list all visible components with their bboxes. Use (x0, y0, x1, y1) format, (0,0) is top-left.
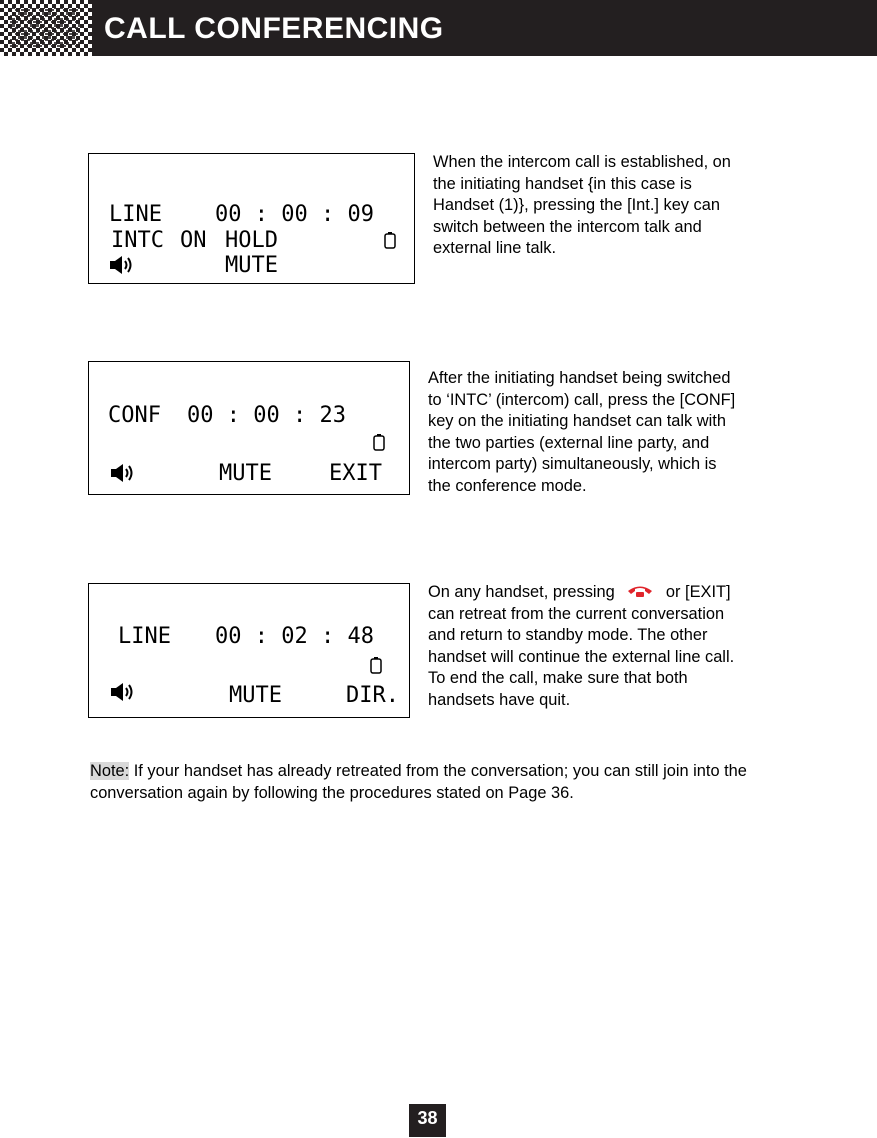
lcd-exit-softkey: EXIT (329, 461, 382, 486)
description-line: When the intercom call is established, on (433, 153, 731, 171)
description-line: the conference mode. (428, 476, 587, 495)
description-line: can retreat from the current conversation (428, 604, 725, 623)
description-conference (428, 368, 735, 497)
description-intercom (433, 152, 731, 260)
lcd-mute-softkey: MUTE (229, 683, 282, 708)
description-line: external line talk. (433, 239, 556, 257)
note-paragraph (90, 760, 790, 804)
description-text: On any handset, pressing (428, 583, 615, 601)
description-line: and return to standby mode. The other (428, 626, 708, 644)
lcd-hold-softkey: HOLD (225, 228, 278, 253)
page-header (0, 0, 877, 56)
lcd-line-label: LINE (109, 202, 162, 227)
description-line: switch between the intercom talk and (433, 217, 702, 236)
speaker-icon (108, 254, 136, 276)
lcd-timer: 00 : 00 : 09 (215, 202, 374, 227)
lcd-screen-line (88, 583, 410, 718)
logo-pattern-icon (0, 0, 92, 56)
lcd-intc-label: INTC (111, 228, 164, 253)
battery-icon (383, 231, 397, 249)
lcd-mute-softkey: MUTE (225, 253, 278, 278)
description-line: handsets have quit. (428, 690, 571, 709)
description-line: the two parties (external line party, and (428, 433, 710, 452)
page-number: 38 (409, 1104, 446, 1137)
note-text: If your handset has already retreated from the conversation; you can still join into the conversation again by following the procedures stated on Page 36. (90, 762, 747, 802)
page-title: CALL CONFERENCING (104, 12, 444, 45)
lcd-line-label: LINE (118, 624, 171, 649)
speaker-icon (109, 681, 137, 703)
lcd-screen-intercom (88, 153, 415, 284)
lcd-screen-conference (88, 361, 410, 495)
end-call-icon (625, 583, 655, 599)
description-line: to ‘INTC’ (intercom) call, press the [CONF] (428, 390, 736, 409)
description-first-line (428, 582, 734, 604)
battery-icon (372, 433, 386, 451)
speaker-icon (109, 462, 137, 484)
description-line: handset will continue the external line call. (428, 647, 735, 666)
description-line: the initiating handset {in this case is (433, 174, 692, 193)
lcd-timer: 00 : 02 : 48 (215, 624, 374, 649)
note-label: Note: (90, 762, 130, 780)
description-line: After the initiating handset being switched (428, 369, 731, 387)
lcd-dir-softkey: DIR. (346, 683, 399, 708)
description-line: Handset (1)}, pressing the [Int.] key can (433, 196, 720, 214)
lcd-timer: 00 : 00 : 23 (187, 403, 346, 428)
description-line: To end the call, make sure that both (428, 669, 688, 687)
description-text: or [EXIT] (665, 583, 731, 601)
lcd-conf-label: CONF (108, 403, 161, 428)
description-line: key on the initiating handset can talk with (428, 412, 726, 430)
lcd-mute-softkey: MUTE (219, 461, 272, 486)
description-end-call (428, 582, 734, 711)
battery-icon (369, 656, 383, 674)
lcd-on-label: ON (180, 228, 207, 253)
description-line: intercom party) simultaneously, which is (428, 455, 717, 473)
